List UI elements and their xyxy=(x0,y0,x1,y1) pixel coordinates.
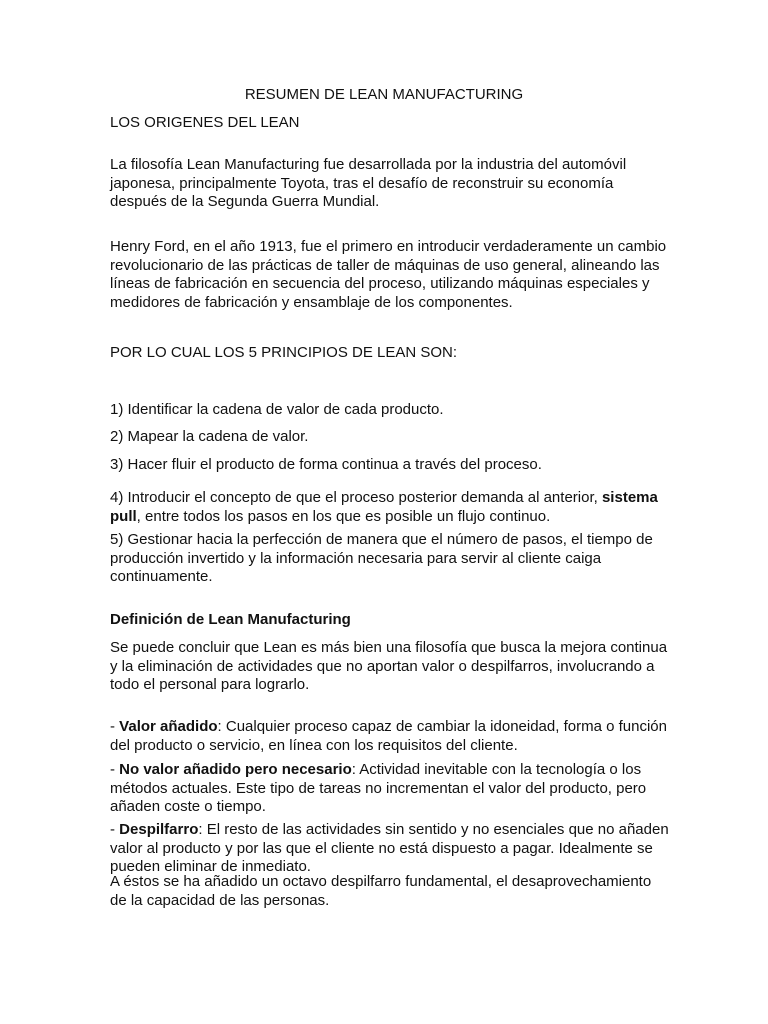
principle-4-bold-term: sistema pull xyxy=(110,489,658,525)
principle-3: 3) Hacer fluir el producto de forma continua a través del proceso. xyxy=(110,456,542,473)
item-no-valor-text: : Actividad inevitable con la tecnología o los métodos actuales. Este tipo de tareas no incrementan el valor del producto, pero añaden coste o tiempo. xyxy=(110,761,647,815)
paragraph-henry-ford: Henry Ford, en el año 1913, fue el primero en introducir verdaderamente un cambio revolucionario de las prácticas de taller de máquinas de uso general, alineando las líneas de fabricación en secuencia del proceso, utilizando máquinas especiales y medidores de fabricación y ensamblaje de los componentes. xyxy=(110,238,667,311)
principle-1: 1) Identificar la cadena de valor de cada producto. xyxy=(110,401,444,418)
item-despilfarro-term: Despilfarro xyxy=(119,821,199,838)
item-no-valor-anadido xyxy=(110,761,670,817)
principles-heading: POR LO CUAL LOS 5 PRINCIPIOS DE LEAN SON: xyxy=(110,344,458,361)
paragraph-octavo-despilfarro: A éstos se ha añadido un octavo despilfarro fundamental, el desaprovechamiento de la capacidad de las personas. xyxy=(110,873,652,909)
item-no-valor-prefix: - xyxy=(110,761,120,778)
item-valor-prefix: - xyxy=(110,718,120,735)
definition-paragraph: Se puede concluir que Lean es más bien una filosofía que busca la mejora continua y la eliminación de actividades que no aportan valor o despilfarros, involucrando a todo el personal para lograrlo. xyxy=(110,639,668,693)
paragraph-toyota: La filosofía Lean Manufacturing fue desarrollada por la industria del automóvil japonesa, principalmente Toyota, tras el desafío de reconstruir su economía después de la Segunda Guerra Mundial. xyxy=(110,156,627,210)
item-valor-text: : Cualquier proceso capaz de cambiar la idoneidad, forma o función del producto o servicio, en línea con los requisitos del cliente. xyxy=(110,718,667,754)
item-valor-term: Valor añadido xyxy=(119,718,218,735)
principle-4 xyxy=(110,489,670,526)
definition-heading: Definición de Lean Manufacturing xyxy=(110,611,351,628)
principle-4-text-before: 4) Introducir el concepto de que el proceso posterior demanda al anterior, xyxy=(110,489,602,506)
item-no-valor-term: No valor añadido pero necesario xyxy=(119,761,352,778)
section-heading-origins: LOS ORIGENES DEL LEAN xyxy=(110,114,300,131)
principle-5: 5) Gestionar hacia la perfección de manera que el número de pasos, el tiempo de producción invertido y la información necesaria para servir al cliente caiga continuamente. xyxy=(110,531,653,585)
principle-4-text-after: , entre todos los pasos en los que es posible un flujo continuo. xyxy=(136,507,551,525)
item-despilfarro xyxy=(110,821,670,877)
item-valor-anadido xyxy=(110,718,670,755)
document-title: RESUMEN DE LEAN MANUFACTURING xyxy=(244,86,524,103)
principle-2: 2) Mapear la cadena de valor. xyxy=(110,428,309,445)
item-despilfarro-prefix: - xyxy=(110,821,120,838)
item-despilfarro-text: : El resto de las actividades sin sentido y no esenciales que no añaden valor al producto y por las que el cliente no está dispuesto a pagar. Idealmente se pueden eliminar de inmediato. xyxy=(110,821,669,875)
